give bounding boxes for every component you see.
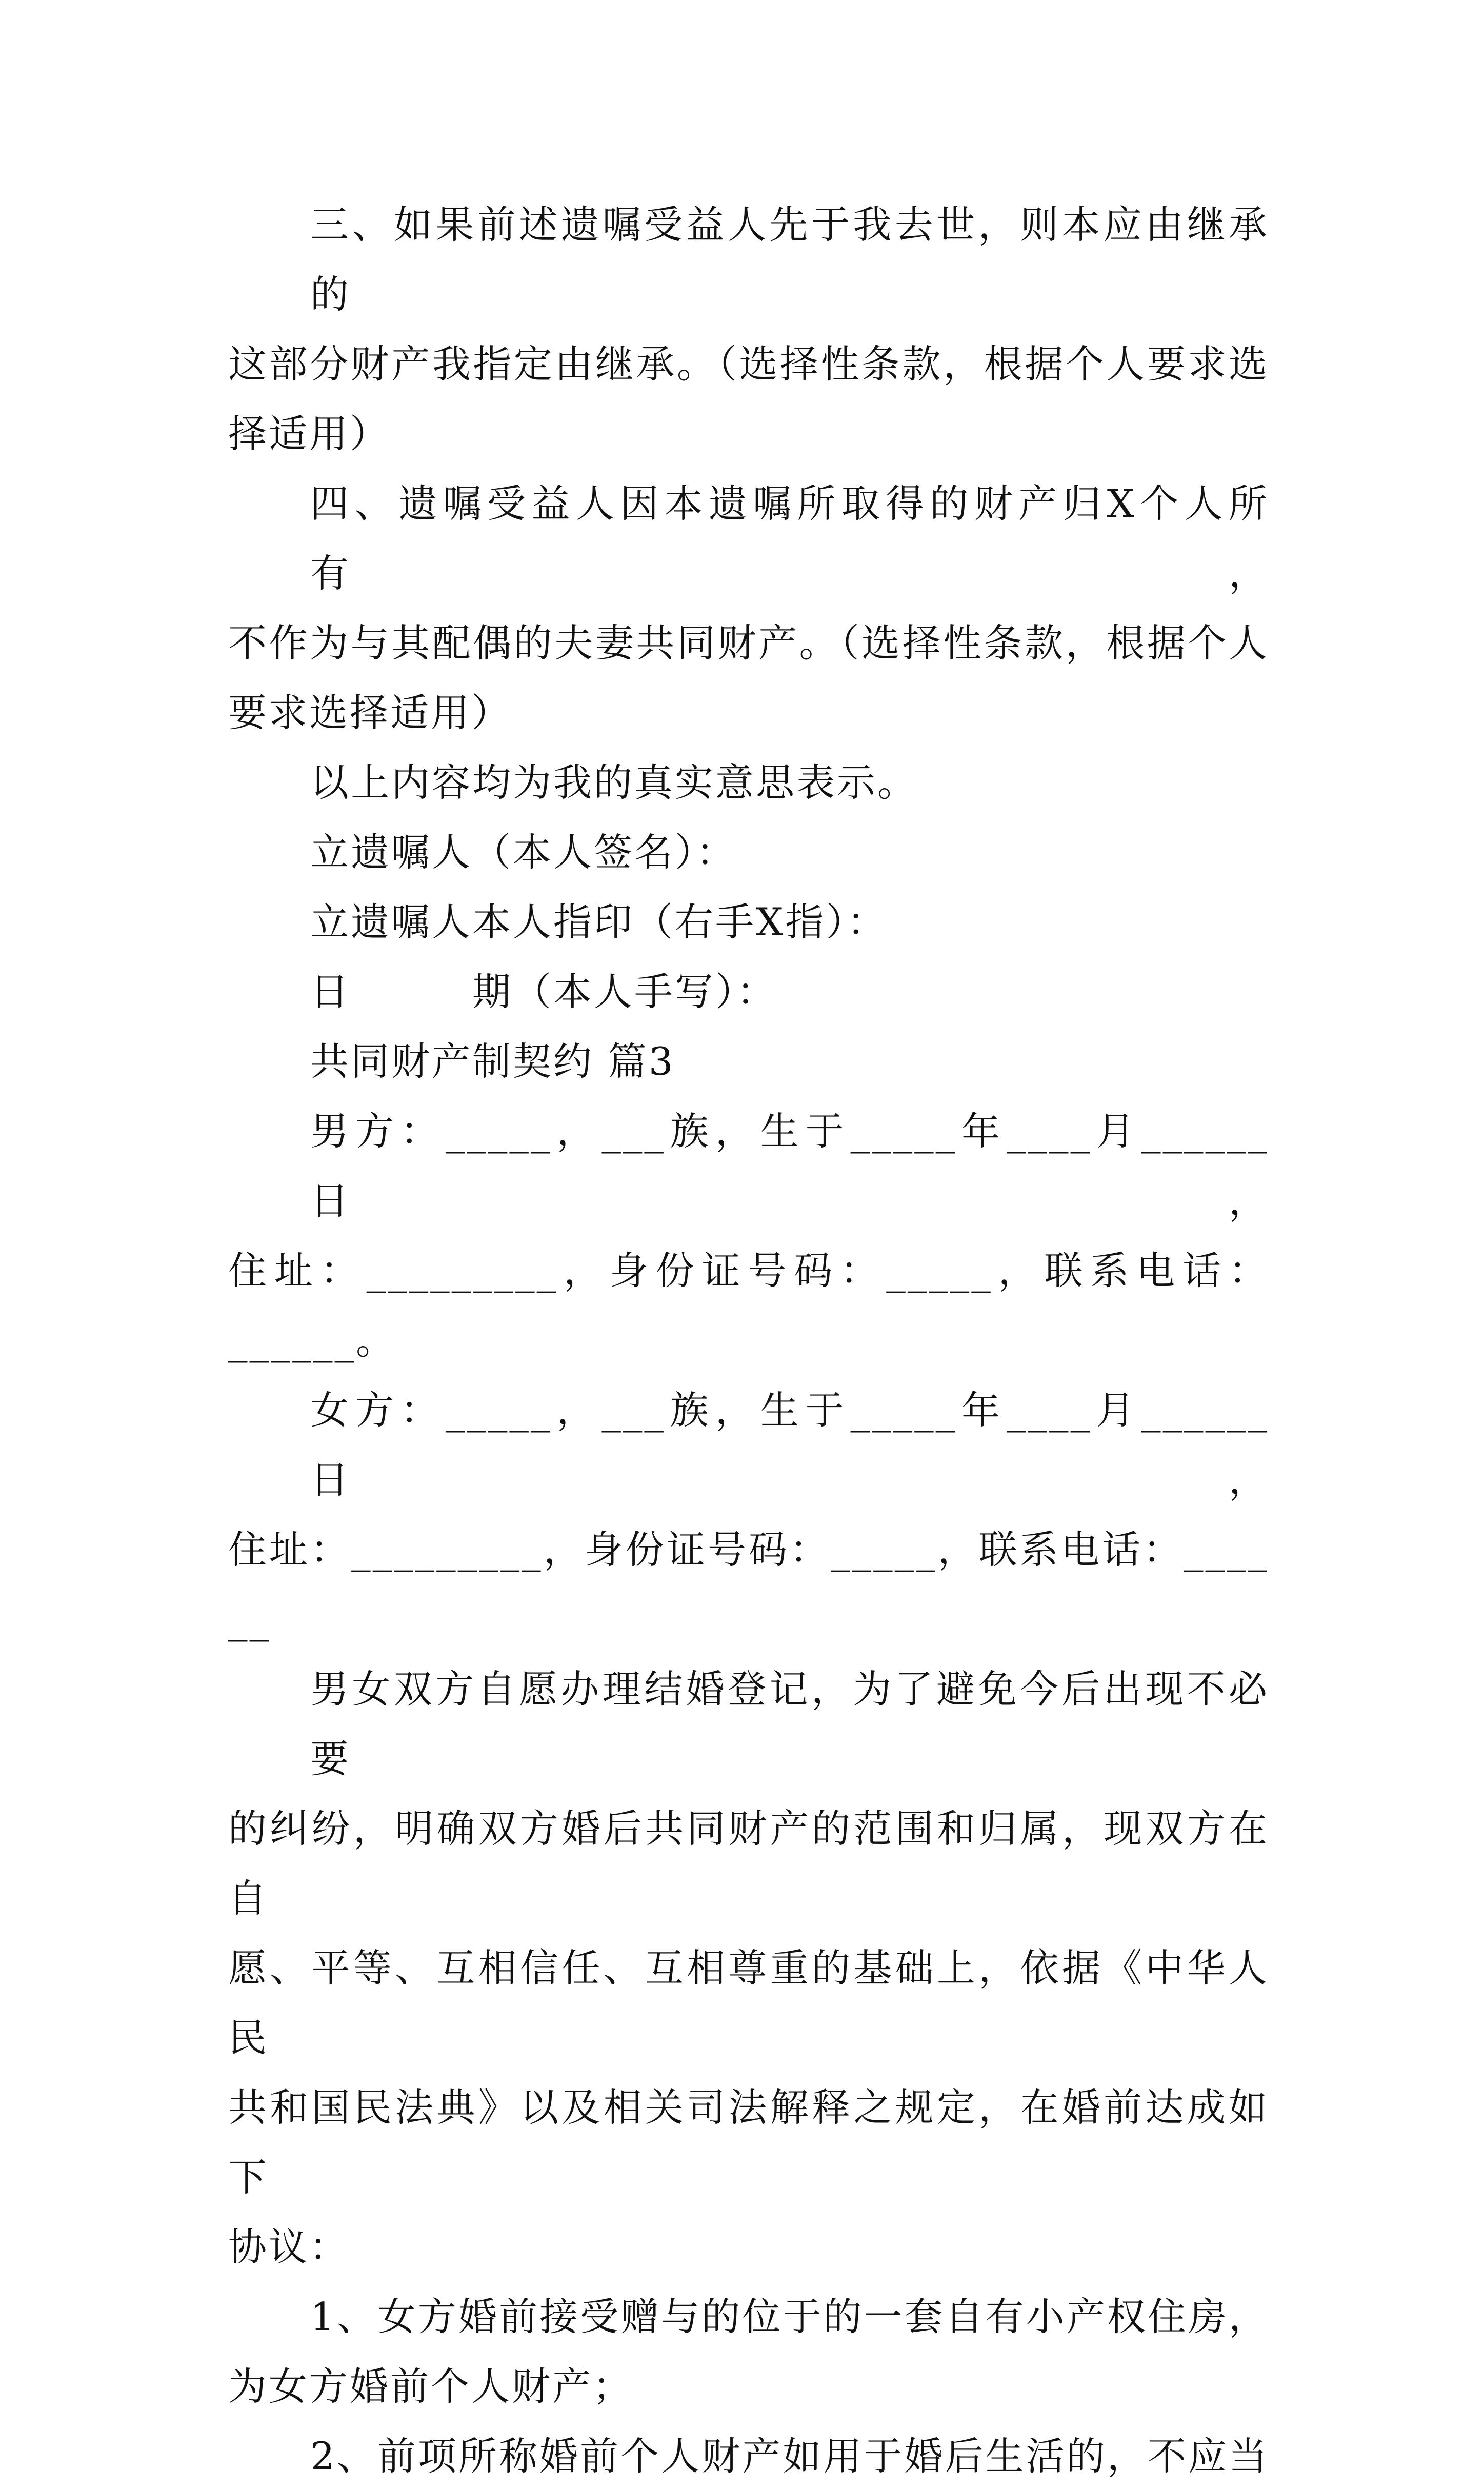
male-party-line-2: 住址：_________，身份证号码：_____，联系电话： <box>228 1248 1269 1293</box>
date-field <box>228 957 1269 1027</box>
preamble-line-3: 愿、平等、互相信任、互相尊重的基础上，依据《中华人民 <box>228 1945 1269 2060</box>
agreement-preamble <box>228 1654 1269 2282</box>
item-1-line-1: 1、女方婚前接受赠与的位于的一套自有小产权住房， <box>310 2294 1269 2339</box>
item-2-line-1: 2、前项所称婚前个人财产如用于婚后生活的，不应当 <box>310 2434 1269 2479</box>
preamble-line-1: 男女双方自愿办理结婚登记，为了避免今后出现不必要 <box>310 1666 1269 1781</box>
document-body <box>228 190 1269 2491</box>
clause-four <box>228 469 1269 748</box>
date-label: 日 期（本人手写）： <box>310 969 777 1014</box>
testator-fingerprint-label: 立遗嘱人本人指印（右手X指）： <box>310 899 888 945</box>
preamble-line-4: 共和国民法典》以及相关司法解释之规定，在婚前达成如下 <box>228 2085 1269 2200</box>
preamble-line-2: 的纠纷，明确双方婚后共同财产的范围和归属，现双方在自 <box>228 1806 1269 1921</box>
section-heading-text: 共同财产制契约 篇3 <box>310 1039 675 1084</box>
clause-three-line-1: 三、如果前述遗嘱受益人先于我去世，则本应由继承的 <box>310 202 1269 317</box>
true-intent-line: 以上内容均为我的真实意思表示。 <box>310 760 918 805</box>
true-intent-statement <box>228 748 1269 817</box>
preamble-line-5: 协议： <box>228 2224 350 2269</box>
testator-signature-field <box>228 817 1269 887</box>
clause-three <box>228 190 1269 469</box>
section-heading <box>228 1027 1269 1096</box>
item-1-line-2: 为女方婚前个人财产； <box>228 2364 634 2409</box>
female-party-line-1: 女方：_____，___族，生于_____年____月______日， <box>310 1388 1269 1502</box>
testator-signature-label: 立遗嘱人（本人签名）： <box>310 830 737 875</box>
clause-four-line-2: 不作为与其配偶的夫妻共同财产。（选择性条款，根据个人 <box>228 620 1269 666</box>
female-party-line-2: 住址：_________，身份证号码：_____，联系电话：______ <box>228 1527 1269 1642</box>
female-party-info <box>228 1375 1269 1654</box>
male-party-line-3: ______。 <box>228 1318 397 1363</box>
clause-four-line-3: 要求选择适用） <box>228 690 512 735</box>
clause-three-line-3: 择适用） <box>228 411 391 456</box>
clause-four-line-1: 四、遗嘱受益人因本遗嘱所取得的财产归X个人所有， <box>310 481 1269 596</box>
male-party-line-1: 男方：_____，___族，生于_____年____月______日， <box>310 1109 1269 1223</box>
agreement-item-1 <box>228 2282 1269 2421</box>
testator-fingerprint-field <box>228 887 1269 957</box>
clause-three-line-2: 这部分财产我指定由继承。（选择性条款，根据个人要求选 <box>228 341 1269 387</box>
male-party-info <box>228 1096 1269 1375</box>
agreement-item-2 <box>228 2421 1269 2491</box>
